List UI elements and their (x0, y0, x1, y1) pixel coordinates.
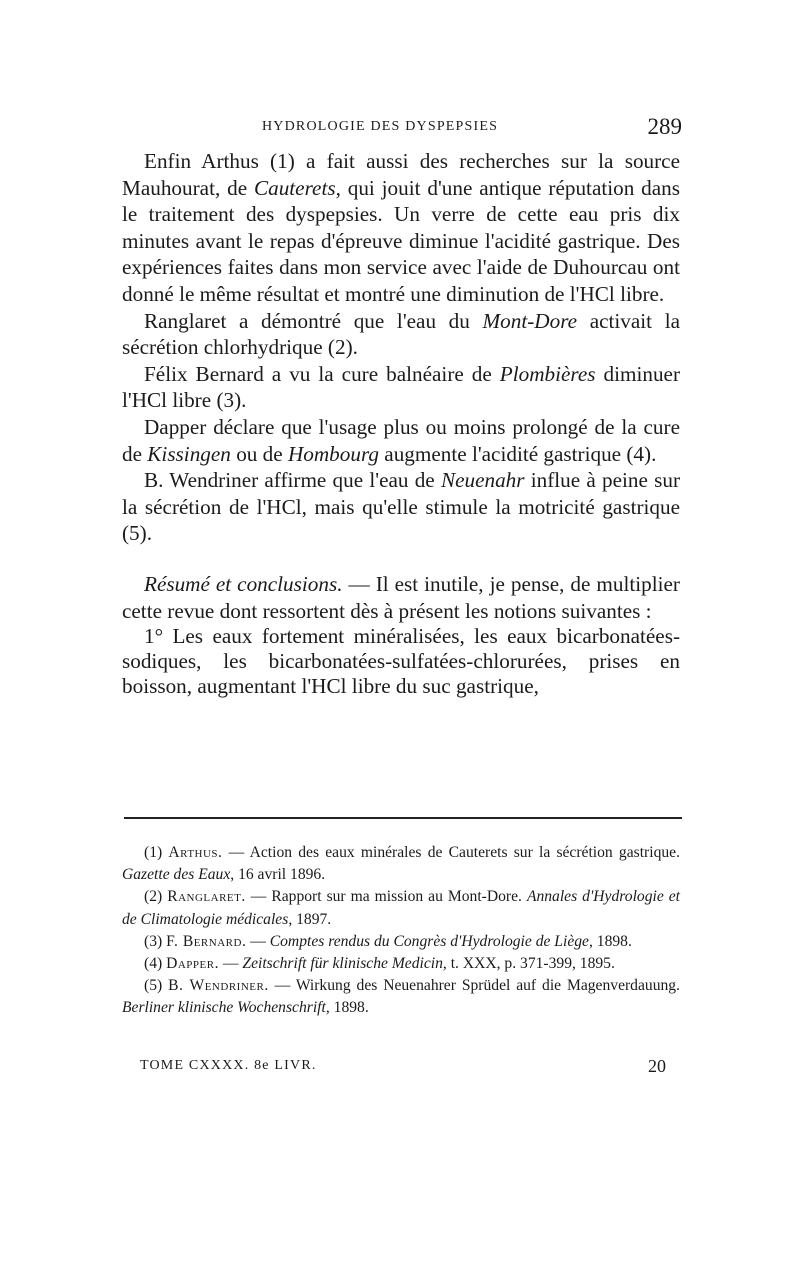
footnotes (122, 842, 680, 1020)
page-header (122, 115, 682, 145)
footnote-divider (124, 817, 682, 819)
paragraph-bernard: Félix Bernard a vu la cure balnéaire de Plombières diminuer l'HCl libre (3). (122, 361, 680, 413)
paragraph-dapper: Dapper déclare que l'usage plus ou moins prolongé de la cure de Kissingen ou de Hombourg augmente l'acidité gastrique (4). (122, 414, 680, 466)
footnote-1: (1) Arthus. — Action des eaux minérales de Cauterets sur la sécrétion gastrique. Gazette des Eaux, 16 avril 1896. (122, 844, 680, 884)
footnote-3: (3) F. Bernard. — Comptes rendus du Congrès d'Hydrologie de Liège, 1898. (144, 932, 632, 950)
page-number: 289 (647, 114, 682, 139)
footnote-2: (2) Ranglaret. — Rapport sur ma mission au Mont-Dore. Annales d'Hydrologie et de Climatologie médicales, 1897. (122, 888, 680, 928)
paragraph-ranglaret: Ranglaret a démontré que l'eau du Mont-Dore activait la sécrétion chlorhydrique (2). (122, 308, 680, 360)
running-title: HYDROLOGIE DES DYSPEPSIES (262, 119, 499, 134)
paragraph-conclusion-1: 1° Les eaux fortement minéralisées, les eaux bicarbonatées-sodiques, les bicarbonatées-sulfatées-chlorurées, prises en boisson, augmentant l'HCl libre du suc gastrique, (122, 624, 680, 699)
printer-signature (122, 1058, 680, 1082)
paragraph-wendriner: B. Wendriner affirme que l'eau de Neuenahr influe à peine sur la sécrétion de l'HCl, mais qu'elle stimule la motricité gastrique (5). (122, 468, 680, 546)
paragraph-arthus: Enfin Arthus (1) a fait aussi des recherches sur la source Mauhourat, de Cauterets, qui jouit d'une antique réputation dans le traitement des dyspepsies. Un verre de cette eau pris dix minutes avant le repas d'épreuve diminue l'acidité gastrique. Des expériences faites dans mon service avec l'aide de Duhourcau ont donné le même résultat et montré une diminution de l'HCl libre. (122, 149, 680, 306)
volume-label: TOME CXXXX. 8e LIVR. (140, 1058, 317, 1073)
footnote-4: (4) Dapper. — Zeitschrift für klinische Medicin, t. XXX, p. 371-399, 1895. (144, 955, 615, 973)
main-text (122, 148, 680, 699)
paragraph-resume: Résumé et conclusions. — Il est inutile, je pense, de multiplier cette revue dont ressortent dès à présent les notions suivantes : (122, 571, 680, 623)
footnote-5: (5) B. Wendriner. — Wirkung des Neuenahrer Sprüdel auf die Magenverdauung. Berliner klinische Wochenschrift, 1898. (122, 977, 680, 1017)
signature-number: 20 (648, 1056, 666, 1076)
section-heading: Résumé et conclusions. (144, 571, 343, 596)
